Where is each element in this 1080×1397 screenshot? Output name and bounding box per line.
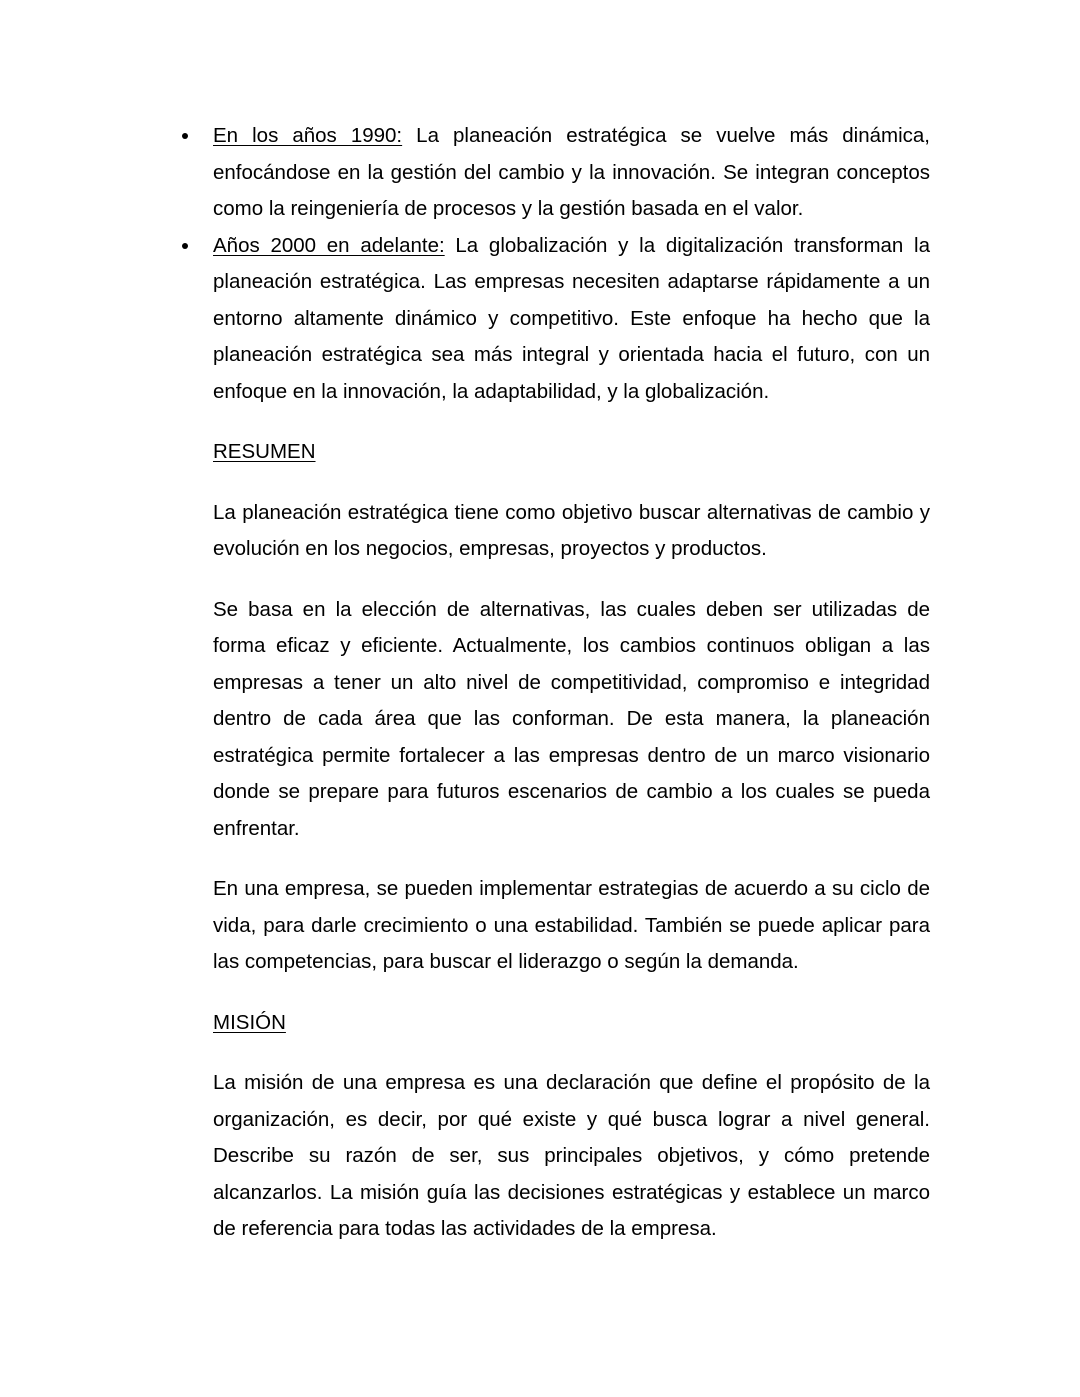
bullet-label: Años 2000 en adelante:: [213, 233, 445, 257]
resumen-paragraph-2: Se basa en la elección de alternativas, las cuales deben ser utilizadas de forma eficaz y eficiente. Actualmente, los cambios continuos obligan a las empresas a tener un alto nivel de competitividad, compromiso e integridad dentro de cada área que las conforman. De esta manera, la planeación estratégica permite fortalecer a las empresas dentro de un marco visionario donde se prepare para futuros escenarios de cambio a los cuales se pueda enfrentar.: [213, 597, 930, 840]
mision-heading-text: MISIÓN: [213, 1010, 286, 1034]
resumen-heading-text: RESUMEN: [213, 440, 316, 463]
document-body: [213, 118, 930, 1248]
bullet-item-2000: [213, 228, 930, 411]
mision-heading: [213, 1005, 930, 1042]
bullet-label: En los años 1990:: [213, 124, 403, 147]
bullet-item-1990: [213, 118, 930, 228]
bullet-dot-icon: [182, 133, 188, 139]
resumen-paragraph-1: La planeación estratégica tiene como objetivo buscar alternativas de cambio y evolución en los negocios, empresas, proyectos y productos.: [213, 500, 930, 560]
bullet-dot-icon: [182, 243, 188, 249]
mision-paragraph: La misión de una empresa es una declaración que define el propósito de la organización, es decir, por qué existe y qué busca lograr a nivel general. Describe su razón de ser, sus principales objetivos, y cómo pretende alcanzarlos. La misión guía las decisiones estratégicas y establece un marco de referencia para todas las actividades de la empresa.: [213, 1071, 930, 1240]
bullet-text: La globalización y la digitalización transforman la planeación estratégica. Las empresas necesiten adaptarse rápidamente a un entorno altamente dinámico y competitivo. Este enfoque ha hecho que la planeación estratégica sea más integral y orientada hacia el futuro, con un enfoque en la innovación, la adaptabilidad, y la globalización.: [213, 233, 930, 403]
bullet-text: La planeación estratégica se vuelve más dinámica, enfocándose en la gestión del cambio y la innovación. Se integran conceptos como la reingeniería de procesos y la gestión basada en el valor.: [213, 124, 930, 220]
bullet-list: [213, 118, 930, 410]
resumen-paragraph-3: En una empresa, se pueden implementar estrategias de acuerdo a su ciclo de vida, para darle crecimiento o una estabilidad. También se puede aplicar para las competencias, para buscar el liderazgo o según la demanda.: [213, 877, 930, 973]
resumen-heading: [213, 434, 930, 471]
